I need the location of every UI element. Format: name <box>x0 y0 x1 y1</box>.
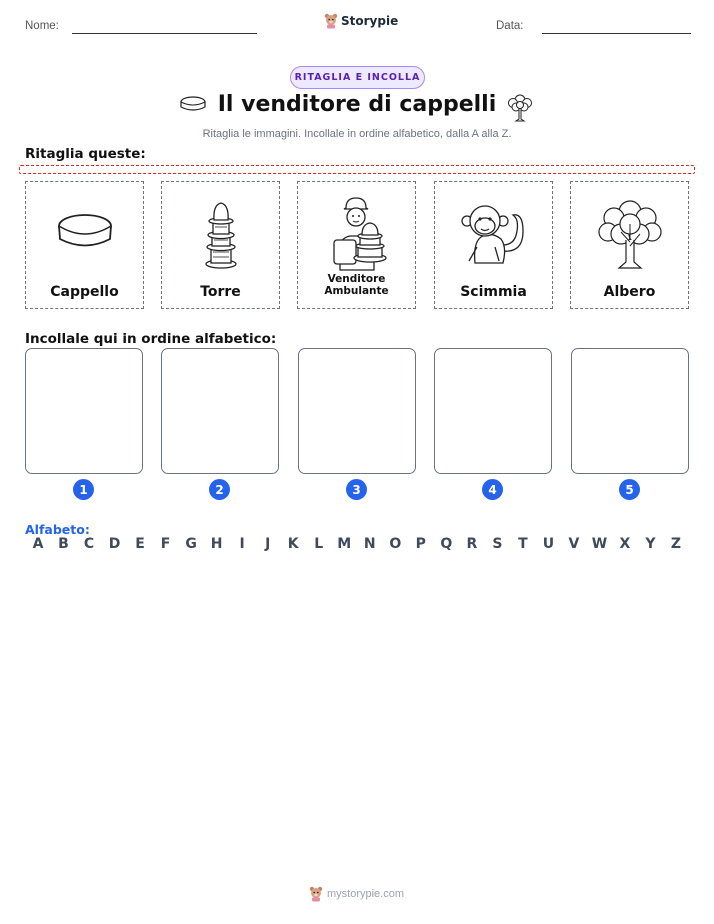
tree-icon <box>504 92 536 122</box>
footer-url[interactable]: mystorypie.com <box>327 888 405 900</box>
alphabet-letter: H <box>210 536 223 552</box>
alphabet-letter: Y <box>645 536 656 552</box>
alphabet-letter: I <box>239 536 245 552</box>
order-number-4: 4 <box>482 479 503 500</box>
alphabet-letter: N <box>363 536 376 552</box>
alphabet-letter: E <box>135 536 145 552</box>
bear-mascot-icon <box>309 886 323 902</box>
order-number-5: 5 <box>619 479 640 500</box>
card-label: Cappello <box>50 284 119 300</box>
alphabet-letter: X <box>619 536 631 552</box>
alphabet-letter: B <box>58 536 69 552</box>
cut-card-torre[interactable] <box>161 181 280 309</box>
alphabet-letter: V <box>568 536 580 552</box>
alphabet-letter: R <box>466 536 478 552</box>
alphabet-letter: Z <box>670 536 682 552</box>
alphabet-letter: D <box>108 536 121 552</box>
brand-name: Storypie <box>341 14 399 28</box>
alphabet-letter: Q <box>440 536 453 552</box>
tree-icon <box>597 196 663 272</box>
card-label: Albero <box>603 284 656 300</box>
name-label: Nome: <box>25 20 59 32</box>
activity-badge: RITAGLIA E INCOLLA <box>290 66 425 89</box>
alphabet-letter: L <box>314 536 324 552</box>
instructions: Ritaglia le immagini. Incollale in ordine alfabetico, dalla A alla Z. <box>202 128 512 140</box>
order-number-3: 3 <box>346 479 367 500</box>
paste-box-4[interactable] <box>434 348 552 474</box>
date-label: Data: <box>496 20 524 32</box>
card-label: Scimmia <box>460 284 527 300</box>
alphabet-letter: U <box>542 536 555 552</box>
alphabet-letter: G <box>185 536 197 552</box>
bear-mascot-icon <box>324 13 338 29</box>
paste-box-5[interactable] <box>571 348 689 474</box>
order-number-2: 2 <box>209 479 230 500</box>
alphabet-letter: O <box>389 536 402 552</box>
paste-section-heading: Incollale qui in ordine alfabetico: <box>25 331 277 347</box>
alphabet-letter: C <box>83 536 95 552</box>
page-title: Il venditore di cappelli <box>217 92 497 117</box>
name-field-line[interactable] <box>72 33 257 34</box>
cut-section-heading: Ritaglia queste: <box>25 146 146 162</box>
date-field-line[interactable] <box>542 33 691 34</box>
alphabet-label: Alfabeto: <box>25 522 90 537</box>
paste-box-1[interactable] <box>25 348 143 474</box>
alphabet-letter: F <box>160 536 171 552</box>
brand-logo <box>324 13 398 29</box>
card-label: Venditore Ambulante <box>324 273 389 297</box>
card-label: Torre <box>200 284 241 300</box>
hat-tower-icon <box>201 199 241 269</box>
alphabet-row <box>25 536 689 554</box>
paste-box-3[interactable] <box>298 348 416 474</box>
order-number-1: 1 <box>73 479 94 500</box>
cut-card-scimmia[interactable] <box>434 181 553 309</box>
peddler-icon <box>326 196 388 272</box>
cut-card-albero[interactable] <box>570 181 689 309</box>
monkey-icon <box>459 201 529 267</box>
alphabet-letter: S <box>492 536 503 552</box>
hat-icon <box>55 212 115 256</box>
cut-card-cappello[interactable] <box>25 181 144 309</box>
footer <box>309 886 404 902</box>
alphabet-letter: J <box>265 536 271 552</box>
alphabet-letter: P <box>415 536 426 552</box>
paste-box-2[interactable] <box>161 348 279 474</box>
cut-card-venditore-ambulante[interactable] <box>297 181 416 309</box>
alphabet-letter: A <box>32 536 44 552</box>
alphabet-letter: T <box>518 536 528 552</box>
cut-line <box>19 165 695 174</box>
alphabet-letter: W <box>591 536 608 552</box>
alphabet-letter: M <box>337 536 352 552</box>
alphabet-letter: K <box>287 536 299 552</box>
